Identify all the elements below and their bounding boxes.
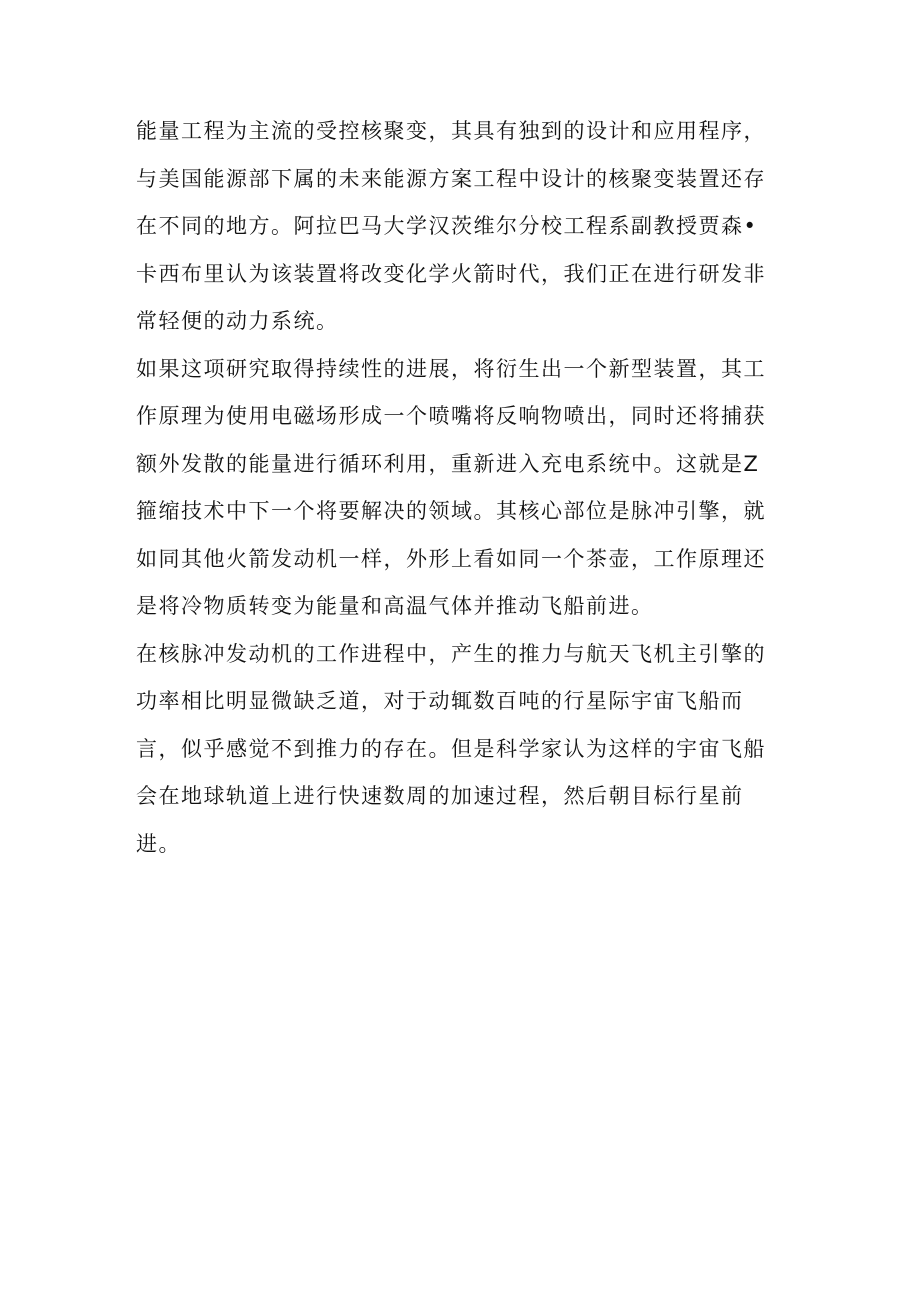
text-line: 如果这项研究取得持续性的进展，将衍生出一个新型装置，其工: [136, 356, 766, 381]
text-line: 与美国能源部下属的未来能源方案工程中设计的核聚变装置还存: [136, 166, 766, 191]
text-line: 进。: [136, 831, 181, 856]
text-line: 是将冷物质转变为能量和高温气体并推动飞船前进。: [136, 594, 654, 618]
text-line: 能量工程为主流的受控核聚变，其具有独到的设计和应用程序，: [136, 119, 766, 143]
paragraph-2: [136, 346, 796, 631]
text-line: 在不同的地方。阿拉巴马大学汉茨维尔分校工程系副教授贾森•: [136, 214, 758, 238]
text-line: 常轻便的动力系统。: [136, 309, 339, 333]
text-line: 言，似乎感觉不到推力的存在。但是科学家认为这样的宇宙飞船: [136, 736, 766, 761]
text-line: 箍缩技术中下一个将要解决的领域。其核心部位是脉冲引擎，就: [136, 499, 766, 523]
text-line: 卡西布里认为该装置将改变化学火箭时代，我们正在进行研发非: [136, 261, 766, 286]
text-line: 作原理为使用电磁场形成一个喷嘴将反响物喷出，同时还将捕获: [136, 404, 766, 428]
text-line: 功率相比明显微缺乏道，对于动辄数百吨的行星际宇宙飞船而: [136, 689, 744, 713]
text-line: 会在地球轨道上进行快速数周的加速过程，然后朝目标行星前: [136, 784, 744, 808]
text-line: 额外发散的能量进行循环利用，重新进入充电系统中。这就是Z: [136, 451, 760, 476]
paragraph-1: [136, 108, 796, 346]
document-body: [136, 108, 796, 868]
text-line: 在核脉冲发动机的工作进程中，产生的推力与航天飞机主引擎的: [136, 641, 766, 666]
text-line: 如同其他火箭发动机一样，外形上看如同一个茶壶，工作原理还: [136, 546, 766, 571]
paragraph-3: [136, 631, 796, 869]
